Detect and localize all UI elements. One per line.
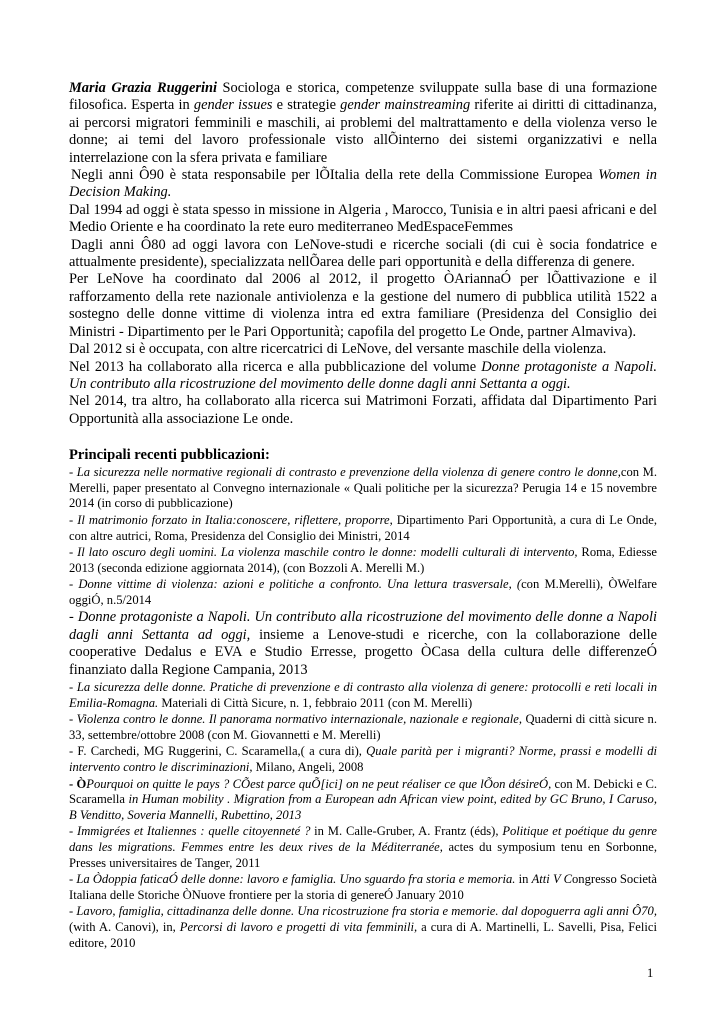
publication-item: - Il lato oscuro degli uomini. La violenza maschile contro le donne: modelli culturali di intervento, Roma, Ediesse 2013 (seconda edizione aggiornata 2014), (con Bozzoli A. Merelli M.): [69, 545, 657, 575]
bio-paragraph-2: Negli anni Ô90 è stata responsabile per lÕItalia della rete della Commissione Europea Women in Decision Making.: [69, 167, 657, 201]
bio-paragraph-7: Nel 2013 ha collaborato alla ricerca e alla pubblicazione del volume Donne protagoniste a Napoli. Un contributo alla ricostruzione del movimento delle donne dagli anni Settanta a oggi.: [69, 358, 658, 392]
publication-item: - F. Carchedi, MG Ruggerini, C. Scaramella,( a cura di), Quale parità per i migranti? Norme, prassi e modelli di intervento contro le discriminazioni, Milano, Angeli, 2008: [69, 744, 657, 775]
publications-heading: Principali recenti pubblicazioni:: [69, 447, 270, 464]
publication-item: - Violenza contro le donne. Il panorama normativo internazionale, nazionale e regionale, Quaderni di città sicure n. 33, settembre/ottobre 2008 (con M. Giovannetti e M. Merelli): [69, 712, 657, 742]
publication-item: - Lavoro, famiglia, cittadinanza delle donne. Una ricostruzione fra storia e memorie. dal dopoguerra agli anni Ô70, (with A. Canovi), in, Percorsi di lavoro e progetti di vita femminili, a cura di A. Martinelli, L. Savelli, Pisa, Felici editore, 2010: [69, 904, 657, 950]
publication-item: - La sicurezza nelle normative regionali di contrasto e prevenzione della violenza di genere contro le donne,con M. Merelli, paper presentato al Convegno internazionale « Quali politiche per la sicurezza? Perugia 14 e 15 novembre 2014 (in corso di pubblicazione): [69, 465, 657, 511]
author-name: Maria Grazia Ruggerini: [69, 80, 217, 96]
publication-item: - Il matrimonio forzato in Italia:conoscere, riflettere, proporre, Dipartimento Pari Opportunità, a cura di Le Onde, con altre autrici, Roma, Presidenza del Consiglio dei Ministri, 2014: [69, 512, 657, 543]
publication-item: - Immigrées et Italiennes : quelle citoyenneté ? in M. Calle-Gruber, A. Frantz (éds), Politique et poétique du genre dans les migrations. Femmes entre les deux rives de la Méditerranée, actes du symposium tenu en Sorbonne, Presses universitaires de Tanger, 2011: [69, 824, 658, 870]
publication-item: - La sicurezza delle donne. Pratiche di prevenzione e di contrasto alla violenza di genere: protocolli e reti locali in Emilia-Romagna. Materiali di Città Sicure, n. 1, febbraio 2011 (con M. Merelli): [69, 680, 657, 710]
publication-item: - Donne vittime di violenza: azioni e politiche a confronto. Una lettura trasversale, (con M.Merelli), ÒWelfare oggiÓ, n.5/2014: [69, 577, 657, 607]
publications-list: [69, 465, 657, 951]
document-page: [69, 80, 657, 952]
bio-paragraph-1: Maria Grazia Ruggerini Sociologa e storica, competenze sviluppate sulla base di una formazione filosofica. Esperta in gender issues e strategie gender mainstreaming riferite ai diritti di cittadinanza, ai percorsi migratori femminili e maschili, ai problemi del maltrattamento e della violenza verso le donne; ai temi del lavoro professionale visto allÕinterno dei sistemi organizzativi e nella interrelazione con la sfera privata e familiare: [69, 80, 657, 166]
publication-item: - ÒPourquoi on quitte le pays ? CÕest parce quÕ[ici] on ne peut réaliser ce que lÕon désireÓ, con M. Debicki e C. Scaramella in Human mobility . Migration from a European adn African view point, edited by GC Bruno, I Caruso, B Venditto, Soveria Mannelli, Rubettino, 2013: [69, 776, 658, 822]
publication-item: - La Òdoppia faticaÓ delle donne: lavoro e famiglia. Uno sguardo fra storia e memoria. in Atti V Congresso Società Italiana delle Storiche ÒNuove frontiere per la storia di genereÓ January 2010: [69, 872, 657, 902]
publication-item: - Donne protagoniste a Napoli. Un contributo alla ricostruzione del movimento delle donne a Napoli dagli anni Settanta ad oggi, insieme a Lenove-studi e ricerche, con la collaborazione delle cooperative Dedalus e EVA e Studio Erresse, progetto ÒCasa della cultura delle differenzeÓ finanziato dalla Regione Campania, 2013: [69, 609, 657, 678]
bio-paragraph-3: Dal 1994 ad oggi è stata spesso in missione in Algeria , Marocco, Tunisia e in altri paesi africani e del Medio Oriente e ha coordinato la rete euro mediterraneo MedEspaceFemmes: [69, 201, 657, 236]
bio-paragraph-4: Dagli anni Ô80 ad oggi lavora con LeNove-studi e ricerche sociali (di cui è socia fondatrice e attualmente presidente), specializzata nellÕarea delle pari opportunità e della differenza di genere.: [69, 236, 657, 271]
bio-paragraph-6: Dal 2012 si è occupata, con altre ricercatrici di LeNove, del versante maschile della violenza.: [69, 341, 607, 358]
bio-paragraph-5: Per LeNove ha coordinato dal 2006 al 2012, il progetto ÒAriannaÓ per lÕattivazione e il rafforzamento della rete nazionale antiviolenza e la gestione del numero di pubblica utilità 1522 a sostegno delle donne vittime di violenza intra ed extra familiare (Presidenza del Consiglio dei Ministri - Dipartimento per le Pari Opportunità; capofila del progetto Le Onde, partner Almaviva).: [69, 271, 657, 340]
biography: [69, 80, 657, 428]
bio-paragraph-8: Nel 2014, tra altro, ha collaborato alla ricerca sui Matrimoni Forzati, affidata dal Dipartimento Pari Opportunità alla associazione Le onde.: [69, 393, 657, 427]
page-number: 1: [647, 966, 654, 980]
